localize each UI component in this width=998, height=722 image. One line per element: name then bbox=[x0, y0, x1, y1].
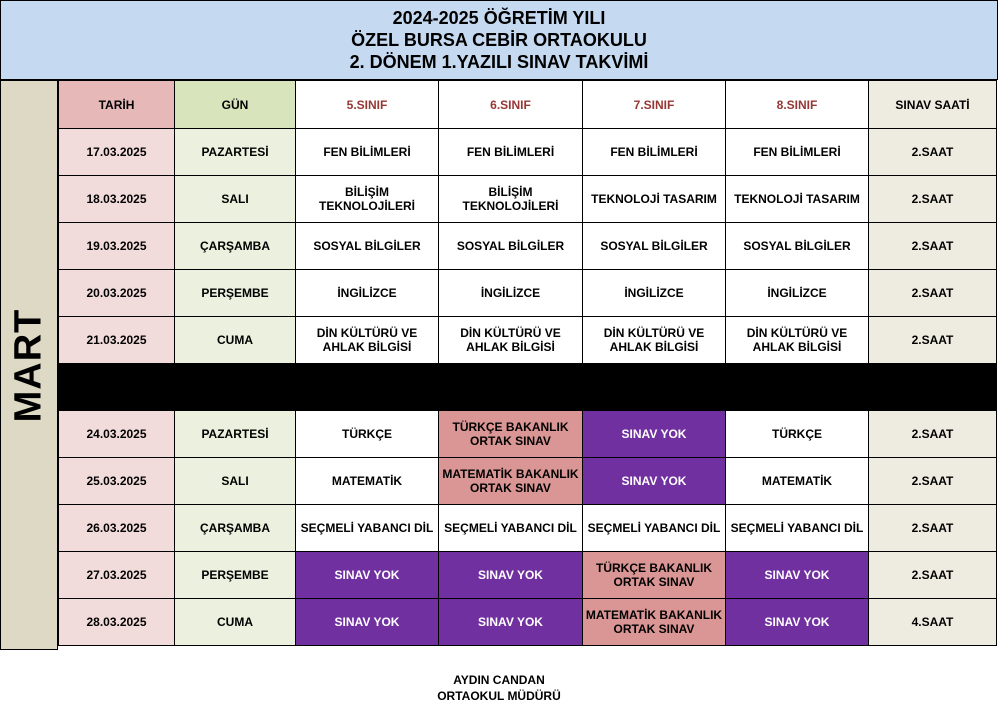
cell-grade-5: TÜRKÇE bbox=[296, 411, 439, 458]
cell-grade-5: MATEMATİK bbox=[296, 458, 439, 505]
cell-date: 26.03.2025 bbox=[59, 505, 175, 552]
cell-date: 20.03.2025 bbox=[59, 270, 175, 317]
schedule-row bbox=[59, 552, 997, 599]
cell-grade-7: TEKNOLOJİ TASARIM bbox=[583, 176, 726, 223]
cell-day: PAZARTESİ bbox=[175, 411, 296, 458]
cell-day: PERŞEMBE bbox=[175, 270, 296, 317]
cell-date: 18.03.2025 bbox=[59, 176, 175, 223]
cell-date: 27.03.2025 bbox=[59, 552, 175, 599]
schedule-row bbox=[59, 129, 997, 176]
cell-day: ÇARŞAMBA bbox=[175, 223, 296, 270]
cell-grade-7: FEN BİLİMLERİ bbox=[583, 129, 726, 176]
cell-date: 24.03.2025 bbox=[59, 411, 175, 458]
cell-grade-8: DİN KÜLTÜRÜ VE AHLAK BİLGİSİ bbox=[726, 317, 869, 364]
schedule-row bbox=[59, 270, 997, 317]
cell-day: SALI bbox=[175, 458, 296, 505]
schedule-row bbox=[59, 599, 997, 646]
cell-exam-time: 2.SAAT bbox=[869, 223, 997, 270]
cell-grade-8: MATEMATİK bbox=[726, 458, 869, 505]
cell-grade-7: İNGİLİZCE bbox=[583, 270, 726, 317]
cell-exam-time: 4.SAAT bbox=[869, 599, 997, 646]
schedule-row bbox=[59, 317, 997, 364]
cell-exam-time: 2.SAAT bbox=[869, 458, 997, 505]
cell-grade-6: BİLİŞİM TEKNOLOJİLERİ bbox=[439, 176, 583, 223]
header-exam-time: SINAV SAATİ bbox=[869, 81, 997, 129]
header-row bbox=[59, 81, 997, 129]
cell-grade-6: TÜRKÇE BAKANLIK ORTAK SINAV bbox=[439, 411, 583, 458]
cell-date: 25.03.2025 bbox=[59, 458, 175, 505]
cell-grade-7: SINAV YOK bbox=[583, 411, 726, 458]
title-line-3: 2. DÖNEM 1.YAZILI SINAV TAKVİMİ bbox=[349, 52, 649, 72]
cell-grade-6: MATEMATİK BAKANLIK ORTAK SINAV bbox=[439, 458, 583, 505]
cell-grade-8: SINAV YOK bbox=[726, 552, 869, 599]
cell-grade-8: TEKNOLOJİ TASARIM bbox=[726, 176, 869, 223]
cell-grade-8: SINAV YOK bbox=[726, 599, 869, 646]
cell-grade-6: SINAV YOK bbox=[439, 599, 583, 646]
cell-grade-5: SINAV YOK bbox=[296, 599, 439, 646]
cell-grade-8: FEN BİLİMLERİ bbox=[726, 129, 869, 176]
cell-exam-time: 2.SAAT bbox=[869, 505, 997, 552]
cell-grade-7: MATEMATİK BAKANLIK ORTAK SINAV bbox=[583, 599, 726, 646]
header-day: GÜN bbox=[175, 81, 296, 129]
cell-grade-7: DİN KÜLTÜRÜ VE AHLAK BİLGİSİ bbox=[583, 317, 726, 364]
cell-grade-5: SINAV YOK bbox=[296, 552, 439, 599]
cell-grade-6: İNGİLİZCE bbox=[439, 270, 583, 317]
cell-day: CUMA bbox=[175, 599, 296, 646]
cell-grade-6: SEÇMELİ YABANCI DİL bbox=[439, 505, 583, 552]
cell-grade-8: SEÇMELİ YABANCI DİL bbox=[726, 505, 869, 552]
cell-day: ÇARŞAMBA bbox=[175, 505, 296, 552]
cell-grade-7: TÜRKÇE BAKANLIK ORTAK SINAV bbox=[583, 552, 726, 599]
header-grade-7: 7.SINIF bbox=[583, 81, 726, 129]
cell-date: 28.03.2025 bbox=[59, 599, 175, 646]
schedule-row bbox=[59, 411, 997, 458]
cell-grade-5: SOSYAL BİLGİLER bbox=[296, 223, 439, 270]
cell-exam-time: 2.SAAT bbox=[869, 129, 997, 176]
cell-exam-time: 2.SAAT bbox=[869, 270, 997, 317]
cell-date: 19.03.2025 bbox=[59, 223, 175, 270]
exam-schedule-table bbox=[58, 80, 997, 646]
title-line-1: 2024-2025 ÖĞRETİM YILI bbox=[392, 8, 606, 28]
week-separator-row bbox=[59, 364, 997, 411]
cell-grade-7: SINAV YOK bbox=[583, 458, 726, 505]
cell-grade-8: TÜRKÇE bbox=[726, 411, 869, 458]
cell-grade-5: SEÇMELİ YABANCI DİL bbox=[296, 505, 439, 552]
schedule-title bbox=[0, 0, 998, 80]
cell-grade-5: İNGİLİZCE bbox=[296, 270, 439, 317]
cell-exam-time: 2.SAAT bbox=[869, 552, 997, 599]
header-grade-5: 5.SINIF bbox=[296, 81, 439, 129]
cell-grade-5: FEN BİLİMLERİ bbox=[296, 129, 439, 176]
schedule-row bbox=[59, 176, 997, 223]
cell-date: 21.03.2025 bbox=[59, 317, 175, 364]
principal-name: AYDIN CANDAN bbox=[453, 673, 545, 687]
cell-grade-6: FEN BİLİMLERİ bbox=[439, 129, 583, 176]
cell-exam-time: 2.SAAT bbox=[869, 176, 997, 223]
cell-day: PERŞEMBE bbox=[175, 552, 296, 599]
cell-grade-5: DİN KÜLTÜRÜ VE AHLAK BİLGİSİ bbox=[296, 317, 439, 364]
cell-grade-8: İNGİLİZCE bbox=[726, 270, 869, 317]
week-separator bbox=[59, 364, 997, 411]
cell-grade-7: SOSYAL BİLGİLER bbox=[583, 223, 726, 270]
cell-day: PAZARTESİ bbox=[175, 129, 296, 176]
cell-grade-6: DİN KÜLTÜRÜ VE AHLAK BİLGİSİ bbox=[439, 317, 583, 364]
cell-grade-7: SEÇMELİ YABANCI DİL bbox=[583, 505, 726, 552]
cell-grade-6: SINAV YOK bbox=[439, 552, 583, 599]
title-line-2: ÖZEL BURSA CEBİR ORTAOKULU bbox=[351, 30, 647, 50]
month-side-label bbox=[0, 80, 58, 650]
header-grade-8: 8.SINIF bbox=[726, 81, 869, 129]
cell-date: 17.03.2025 bbox=[59, 129, 175, 176]
month-label: MART bbox=[7, 308, 50, 422]
principal-title: ORTAOKUL MÜDÜRÜ bbox=[437, 689, 561, 703]
cell-exam-time: 2.SAAT bbox=[869, 411, 997, 458]
cell-exam-time: 2.SAAT bbox=[869, 317, 997, 364]
schedule-row bbox=[59, 458, 997, 505]
cell-day: CUMA bbox=[175, 317, 296, 364]
cell-grade-5: BİLİŞİM TEKNOLOJİLERİ bbox=[296, 176, 439, 223]
header-date: TARİH bbox=[59, 81, 175, 129]
schedule-row bbox=[59, 505, 997, 552]
cell-grade-6: SOSYAL BİLGİLER bbox=[439, 223, 583, 270]
cell-day: SALI bbox=[175, 176, 296, 223]
signature-block bbox=[0, 672, 998, 704]
header-grade-6: 6.SINIF bbox=[439, 81, 583, 129]
schedule-row bbox=[59, 223, 997, 270]
cell-grade-8: SOSYAL BİLGİLER bbox=[726, 223, 869, 270]
